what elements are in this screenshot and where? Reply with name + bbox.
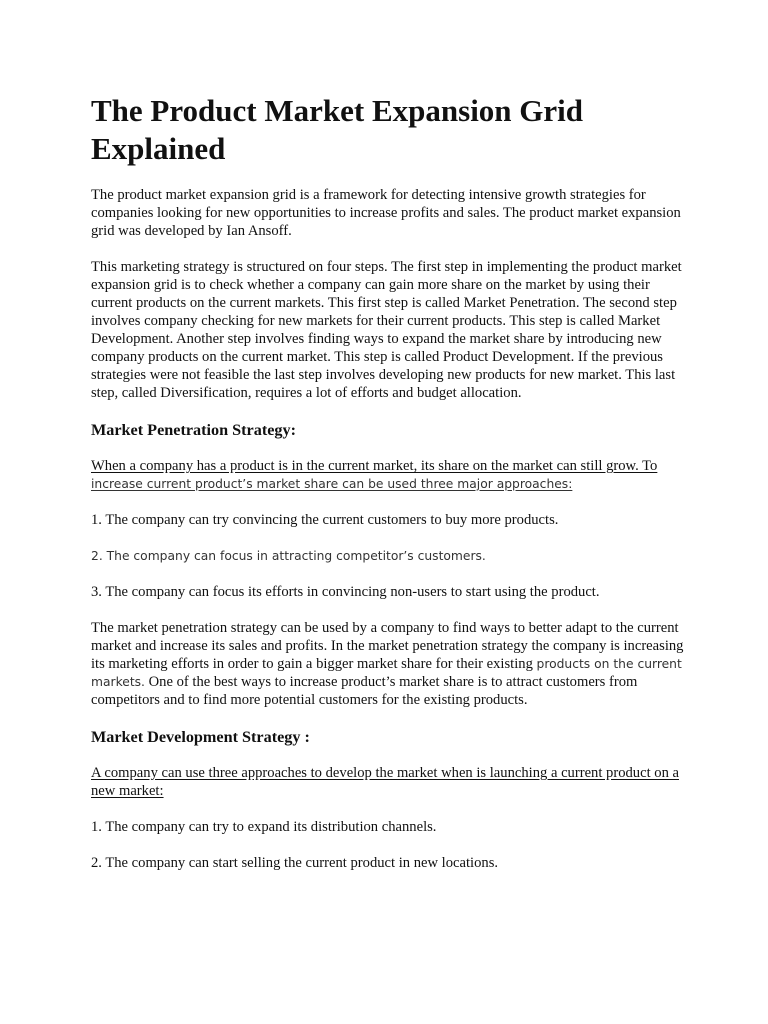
page-title: The Product Market Expansion Grid Explained	[91, 93, 584, 166]
intro-paragraph: The product market expansion grid is a framework for detecting intensive growth strategies for companies looking for new opportunities to increase profits and sales. The product market expansion grid was developed by Ian Ansoff.	[91, 187, 681, 239]
development-lead: A company can use three approaches to develop the market when is launching a current product on a new market:	[91, 765, 679, 799]
development-heading: Market Development Strategy :	[91, 728, 310, 746]
penetration-item-1: 1. The company can try convincing the current customers to buy more products.	[91, 512, 559, 528]
penetration-lead-line1: When a company has a product is in the current market, its share on the market can still grow. To	[91, 458, 658, 474]
penetration-body-part2: products on the current markets.	[91, 657, 682, 689]
document-page	[91, 92, 691, 890]
penetration-lead-line2: increase current product’s market share can be used three major approaches:	[91, 477, 573, 491]
penetration-item-2: 2. The company can focus in attracting competitor’s customers.	[91, 549, 486, 563]
penetration-item-3: 3. The company can focus its efforts in convincing non-users to start using the product.	[91, 584, 600, 600]
development-item-1: 1. The company can try to expand its distribution channels.	[91, 819, 437, 835]
penetration-body	[91, 619, 691, 709]
penetration-body-part3: One of the best ways to increase product’s market share is to attract customers from competitors and to find more potential customers for the existing products.	[91, 674, 638, 708]
penetration-lead	[91, 457, 691, 493]
overview-paragraph: This marketing strategy is structured on four steps. The first step in implementing the product market expansion grid is to check whether a company can gain more share on the market by using their current products on the current markets. This first step is called Market Penetration. The second step involves company checking for new markets for their current products. This step is called Market Development. Another step involves finding ways to expand the market share by introducing new company products on the current market. This step is called Product Development. If the previous strategies were not feasible the last step involves developing new products for new market. This last step, called Diversification, requires a lot of efforts and budget allocation.	[91, 259, 682, 401]
penetration-heading: Market Penetration Strategy:	[91, 421, 296, 439]
development-item-2: 2. The company can start selling the current product in new locations.	[91, 855, 499, 871]
penetration-body-part1: The market penetration strategy can be used by a company to find ways to better adapt to the current market and increase its sales and profits. In the market penetration strategy the company is increasing its marketing efforts in order to gain a bigger market share for their existing	[91, 620, 684, 672]
